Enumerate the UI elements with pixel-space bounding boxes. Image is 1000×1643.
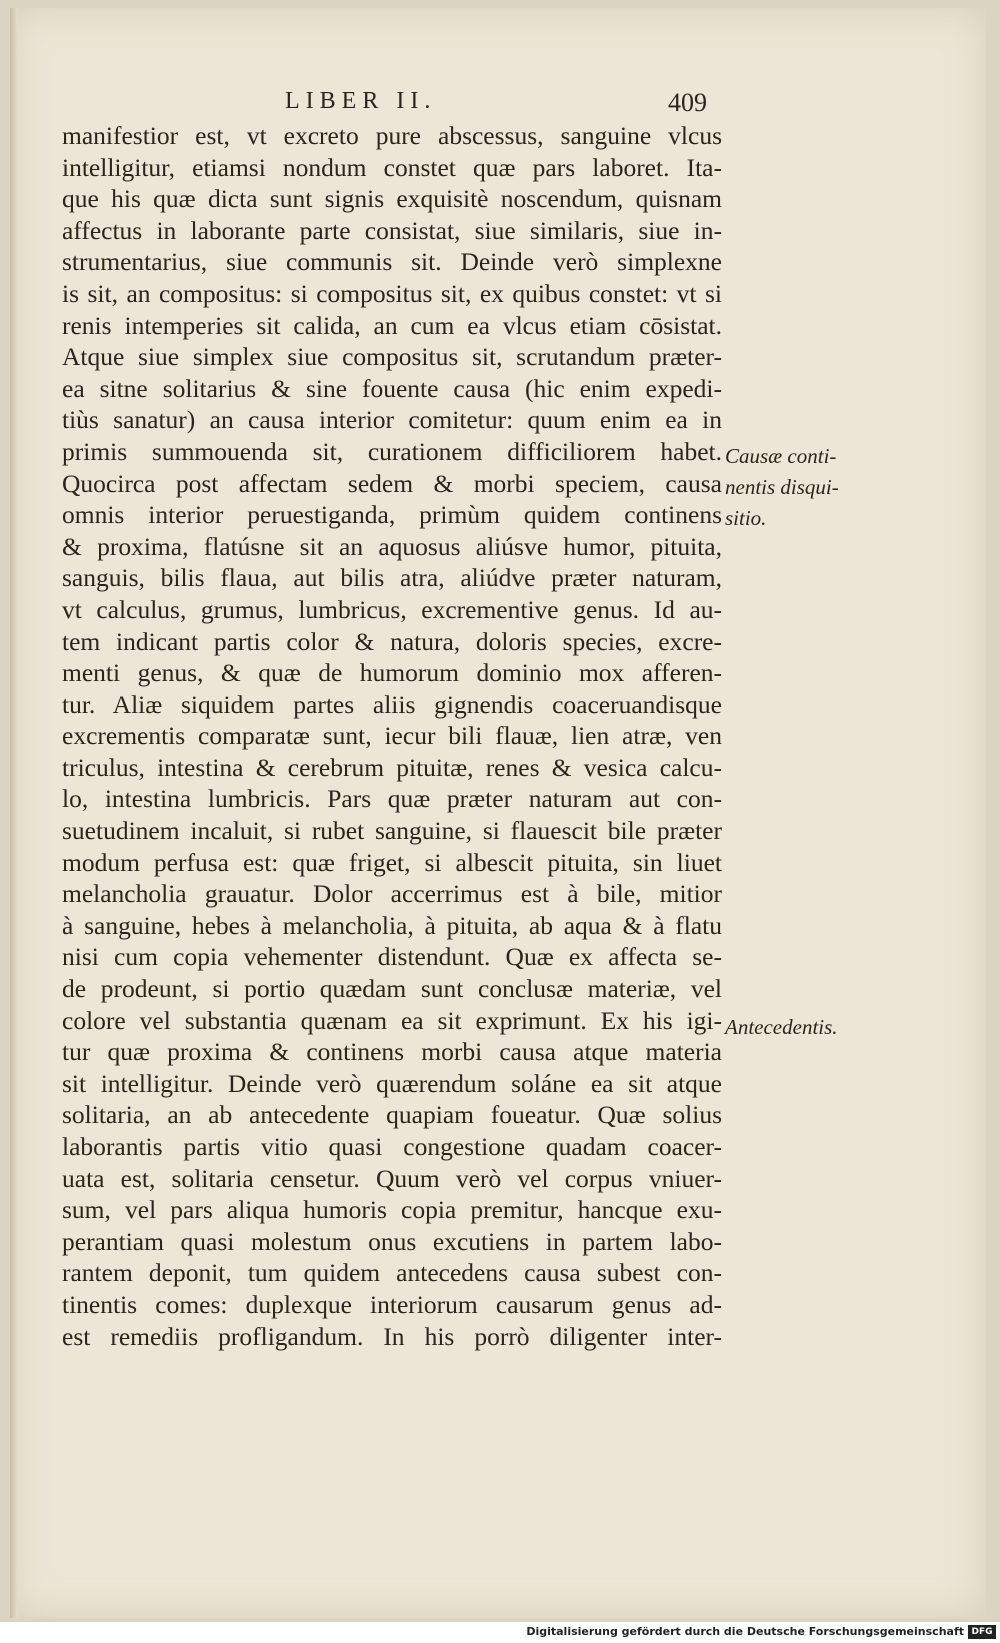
text-line: à sanguine, hebes à melancholia, à pituita, ab aqua & à flatu — [62, 910, 722, 940]
text-line: ea sitne solitarius & sine fouente causa (hic enim expedi- — [62, 373, 722, 403]
page-gutter-edge — [10, 8, 18, 1618]
text-line: uata est, solitaria censetur. Quum verò vel corpus vniuer- — [62, 1163, 722, 1193]
text-line: omnis interior peruestiganda, primùm quidem continens — [62, 500, 722, 530]
text-line: perantiam quasi molestum onus excutiens in partem labo- — [62, 1226, 722, 1256]
text-line: modum perfusa est: quæ friget, si albescit pituita, sin liuet — [62, 847, 722, 877]
text-line: tur quæ proxima & continens morbi causa atque materia — [62, 1037, 722, 1067]
text-line: tur. Aliæ siquidem partes aliis gignendis coaceruandisque — [62, 689, 722, 719]
text-line: vt calculus, grumus, lumbricus, excrementive genus. Id au- — [62, 594, 722, 624]
dfg-logo: DFG — [968, 1625, 996, 1639]
text-line: que his quæ dicta sunt signis exquisitè noscendum, quisnam — [62, 184, 722, 214]
body-text — [62, 120, 722, 1352]
text-line: primis summouenda sit, curationem difficiliorem habet. — [62, 436, 722, 466]
text-line: laborantis partis vitio quasi congestione quadam coacer- — [62, 1132, 722, 1161]
text-line: & proxima, flatúsne sit an aquosus aliúsve humor, pituita, — [62, 531, 722, 561]
text-line: sanguis, bilis flaua, aut bilis atra, aliúdve præter naturam, — [62, 563, 722, 593]
text-line: triculus, intestina & cerebrum pituitæ, renes & vesica calcu- — [62, 752, 722, 782]
text-line: sit intelligitur. Deinde verò quærendum soláne ea sit atque — [62, 1068, 722, 1098]
text-line: tem indicant partis color & natura, doloris species, excre- — [62, 626, 722, 656]
text-line: tinentis comes: duplexque interiorum causarum genus ad- — [62, 1289, 722, 1319]
marginal-note-continentis-line-1: Causæ conti- — [725, 444, 837, 468]
running-head — [0, 88, 1000, 124]
marginal-note-continentis-line-2: nentis disqui- — [725, 475, 839, 499]
text-line: colore vel substantia quænam ea sit exprimunt. Ex his igi- — [62, 1005, 722, 1035]
text-line: tiùs sanatur) an causa interior comitetur: quum enim ea in — [62, 405, 722, 435]
text-line: Quocirca post affectam sedem & morbi speciem, causa — [62, 468, 722, 498]
text-line: is sit, an compositus: si compositus sit, ex quibus constet: vt si — [62, 278, 722, 308]
page-number: 409 — [668, 88, 707, 117]
text-line: est remediis profligandum. In his porrò diligenter inter- — [62, 1321, 722, 1351]
text-line: melancholia grauatur. Dolor accerrimus est à bile, mitior — [62, 879, 722, 909]
text-line: sum, vel pars aliqua humoris copia premitur, hancque exu- — [62, 1195, 722, 1225]
text-line: excrementis comparatæ sunt, iecur bili flauæ, lien atræ, ven — [62, 721, 722, 751]
running-head-title: LIBER II. — [285, 88, 437, 114]
text-line: nisi cum copia vehementer distendunt. Quæ ex affecta se- — [62, 942, 722, 972]
digitization-footer — [0, 1622, 1000, 1643]
text-line: solitaria, an ab antecedente quapiam foueatur. Quæ solius — [62, 1100, 722, 1130]
text-line: manifestior est, vt excreto pure abscessus, sanguine vlcus — [62, 121, 722, 150]
text-line: rantem deponit, tum quidem antecedens causa subest con- — [62, 1258, 722, 1288]
text-line: affectus in laborante parte consistat, siue similaris, siue in- — [62, 215, 722, 245]
text-line: de prodeunt, si portio quædam sunt conclusæ materiæ, vel — [62, 974, 722, 1004]
text-line: strumentarius, siue communis sit. Deinde verò simplexne — [62, 247, 722, 277]
text-line: menti genus, & quæ de humorum dominio mox afferen- — [62, 658, 722, 688]
text-line: lo, intestina lumbricis. Pars quæ præter naturam aut con- — [62, 784, 722, 814]
text-line: Atque siue simplex siue compositus sit, scrutandum præter- — [62, 342, 722, 372]
marginal-note-continentis-line-3: sitio. — [725, 506, 767, 530]
text-line: intelligitur, etiamsi nondum constet quæ pars laboret. Ita- — [62, 152, 722, 182]
footer-credit: Digitalisierung gefördert durch die Deutsche Forschungsgemeinschaft — [526, 1625, 964, 1638]
text-line: suetudinem incaluit, si rubet sanguine, si flauescit bile præter — [62, 816, 722, 846]
text-line: renis intemperies sit calida, an cum ea vlcus etiam cōsistat. — [62, 310, 722, 340]
marginal-note-antecedentis: Antecedentis. — [725, 1015, 838, 1039]
